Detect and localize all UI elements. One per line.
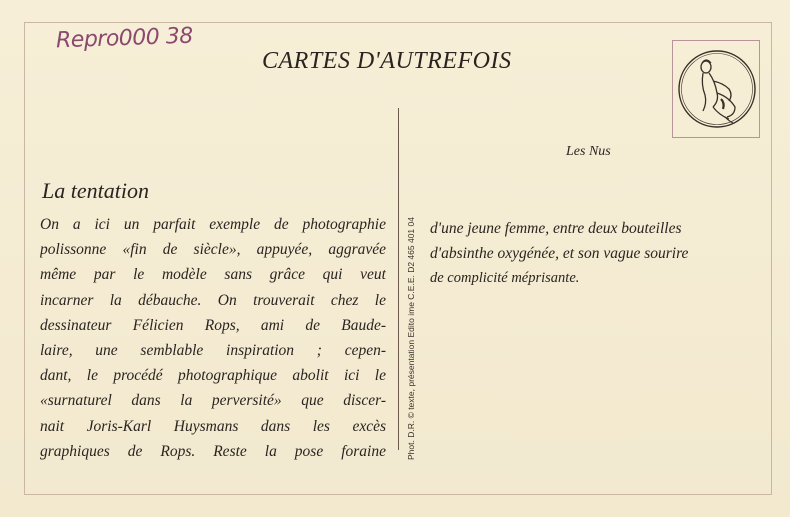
text-line: même par le modèle sans grâce qui veut [40, 266, 386, 284]
seated-figure-icon [673, 41, 761, 139]
stamp-logo [672, 40, 760, 138]
series-label: Les Nus [566, 144, 611, 159]
text-line: dant, le procédé photographique abolit ici le [40, 367, 386, 385]
article-body-left [40, 212, 386, 464]
text-line: On a ici un parfait exemple de photographie [40, 216, 386, 233]
text-line: incarner la débauche. On trouverait chez le [40, 291, 386, 309]
text-line: d'absinthe oxygénée, et son vague sourire [430, 245, 689, 263]
article-title: La tentation [42, 178, 149, 203]
handwritten-reference: Repro000 38 [55, 23, 194, 54]
text-line: laire, une semblable inspiration ; cepen- [40, 342, 386, 360]
text-line: «surnaturel dans la perversité» que discer- [40, 392, 386, 410]
collection-title: CARTES D'AUTREFOIS [262, 48, 512, 74]
text-line: d'une jeune femme, entre deux bouteilles [430, 220, 682, 237]
credit-line: Phot. D.R. © texte, présentation Edito ime C.E.E. D2 465 401 04 [406, 217, 416, 460]
center-divider [398, 108, 399, 450]
text-line: polissonne «fin de siècle», appuyée, aggravée [40, 241, 386, 259]
text-line: de complicité méprisante. [430, 270, 580, 287]
text-line: nait Joris-Karl Huysmans dans les excès [40, 417, 386, 435]
text-line: dessinateur Félicien Rops, ami de Baude- [40, 316, 386, 334]
article-body-right [430, 216, 760, 292]
text-line: graphiques de Rops. Reste la pose foraine [40, 442, 386, 460]
